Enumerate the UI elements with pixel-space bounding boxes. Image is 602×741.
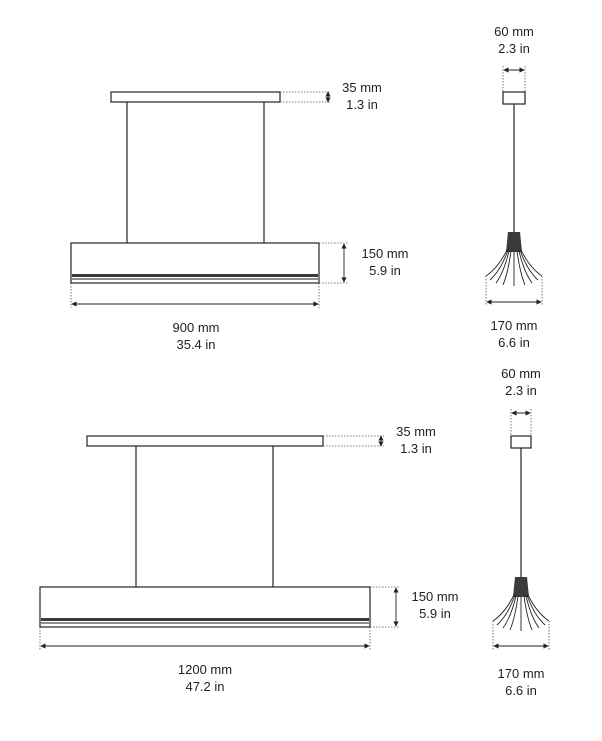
small-canopy bbox=[111, 92, 280, 102]
small-length-in: 35.4 in bbox=[176, 337, 216, 352]
large-side-canopy-width-in: 2.3 in bbox=[505, 383, 537, 398]
large-length-mm: 1200 mm bbox=[177, 662, 233, 677]
large-side-view bbox=[493, 366, 549, 698]
small-side-profile-width-mm: 170 mm bbox=[490, 318, 538, 333]
small-canopy-height-in: 1.3 in bbox=[346, 97, 378, 112]
large-canopy-height-mm: 35 mm bbox=[396, 424, 436, 439]
large-side-diffuser bbox=[493, 577, 549, 631]
small-side-canopy bbox=[503, 92, 525, 104]
small-body-height-mm: 150 mm bbox=[361, 246, 409, 261]
large-length-in: 47.2 in bbox=[185, 679, 225, 694]
small-side-view bbox=[486, 24, 542, 350]
large-canopy-height-in: 1.3 in bbox=[400, 441, 432, 456]
small-side-canopy-width-in: 2.3 in bbox=[498, 41, 530, 56]
small-side-canopy-width-mm: 60 mm bbox=[494, 24, 534, 39]
small-front-view bbox=[71, 80, 408, 352]
small-canopy-height-mm: 35 mm bbox=[342, 80, 382, 95]
small-length-mm: 900 mm bbox=[172, 320, 220, 335]
large-canopy bbox=[87, 436, 323, 446]
large-front-view bbox=[40, 424, 458, 694]
large-light-strip bbox=[41, 618, 369, 621]
small-side-diffuser bbox=[486, 232, 542, 286]
large-side-canopy bbox=[511, 436, 531, 448]
large-side-profile-width-mm: 170 mm bbox=[497, 666, 545, 681]
small-light-strip bbox=[72, 274, 318, 277]
small-side-profile-width-in: 6.6 in bbox=[498, 335, 530, 350]
small-body-height-in: 5.9 in bbox=[369, 263, 401, 278]
large-side-canopy-width-mm: 60 mm bbox=[501, 366, 541, 381]
large-body-height-mm: 150 mm bbox=[411, 589, 459, 604]
large-side-profile-width-in: 6.6 in bbox=[505, 683, 537, 698]
large-body-height-in: 5.9 in bbox=[419, 606, 451, 621]
